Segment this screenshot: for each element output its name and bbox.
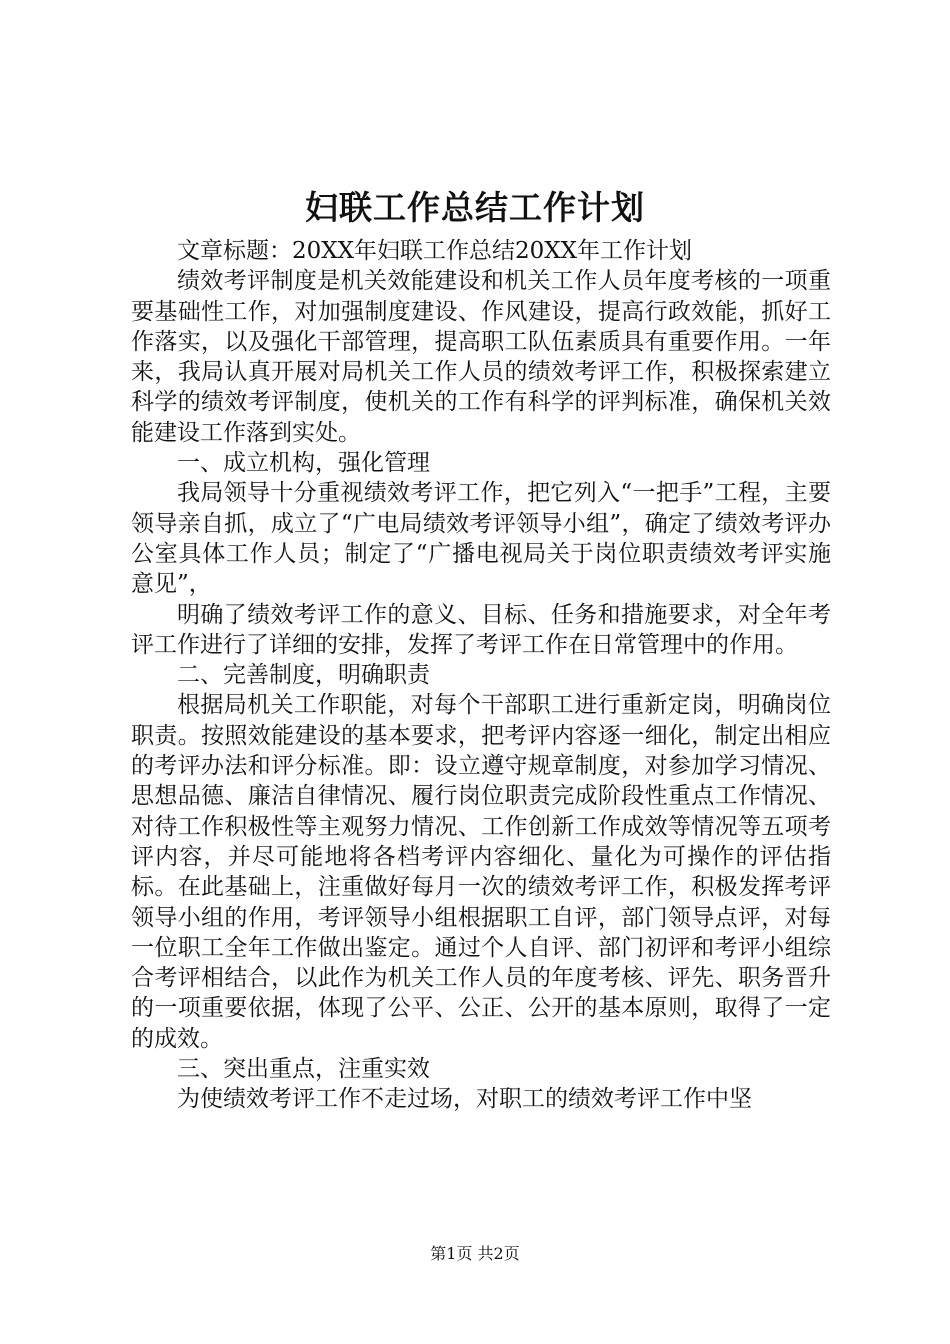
page-number-footer: 第1页 共2页 bbox=[430, 1244, 520, 1263]
paragraph-section-1b: 明确了绩效考评工作的意义、目标、任务和措施要求，对全年考评工作进行了详细的安排，发挥了考评工作在日常管理中的作用。 bbox=[131, 601, 831, 658]
paragraph-section-1a: 我局领导十分重视绩效考评工作，把它列入“一把手”工程，主要领导亲自抓，成立了“广电局绩效考评领导小组”，确定了绩效考评办公室具体工作人员；制定了“广播电视局关于岗位职责绩效考评实施意见”， bbox=[131, 480, 831, 598]
section-heading-1: 一、成立机构，强化管理 bbox=[177, 450, 430, 477]
paragraph-section-2: 根据局机关工作职能，对每个干部职工进行重新定岗，明确岗位职责。按照效能建设的基本要求，把考评内容逐一细化，制定出相应的考评办法和评分标准。即：设立遵守规章制度，对参加学习情况、思想品德、廉洁自律情况、履行岗位职责完成阶段性重点工作情况、对待工作积极性等主观努力情况、工作创新工作成效等情况等五项考评内容，并尽可能地将各档考评内容细化、量化为可操作的评估指标。在此基础上，注重做好每月一次的绩效考评工作，积极发挥考评领导小组的作用，考评领导小组根据职工自评，部门领导点评，对每一位职工全年工作做出鉴定。通过个人自评、部门初评和考评小组综合考评相结合，以此作为机关工作人员的年度考核、评先、职务晋升的一项重要依据，体现了公平、公正、公开的基本原则，取得了一定的成效。 bbox=[131, 692, 831, 1052]
document-body bbox=[131, 236, 831, 1115]
page-title: 妇联工作总结工作计划 bbox=[305, 188, 645, 227]
section-heading-2: 二、完善制度，明确职责 bbox=[177, 662, 430, 689]
section-heading-3: 三、突出重点，注重实效 bbox=[177, 1056, 430, 1083]
paragraph-intro: 绩效考评制度是机关效能建设和机关工作人员年度考核的一项重要基础性工作，对加强制度建设、作风建设，提高行政效能，抓好工作落实，以及强化干部管理，提高职工队伍素质具有重要作用。一年来，我局认真开展对局机关工作人员的绩效考评工作，积极探索建立科学的绩效考评制度，使机关的工作有科学的评判标准，确保机关效能建设工作落到实处。 bbox=[131, 268, 831, 446]
article-title-line: 文章标题：20XX年妇联工作总结20XX年工作计划 bbox=[177, 238, 693, 264]
paragraph-section-3: 为使绩效考评工作不走过场，对职工的绩效考评工作中坚 bbox=[177, 1086, 752, 1113]
